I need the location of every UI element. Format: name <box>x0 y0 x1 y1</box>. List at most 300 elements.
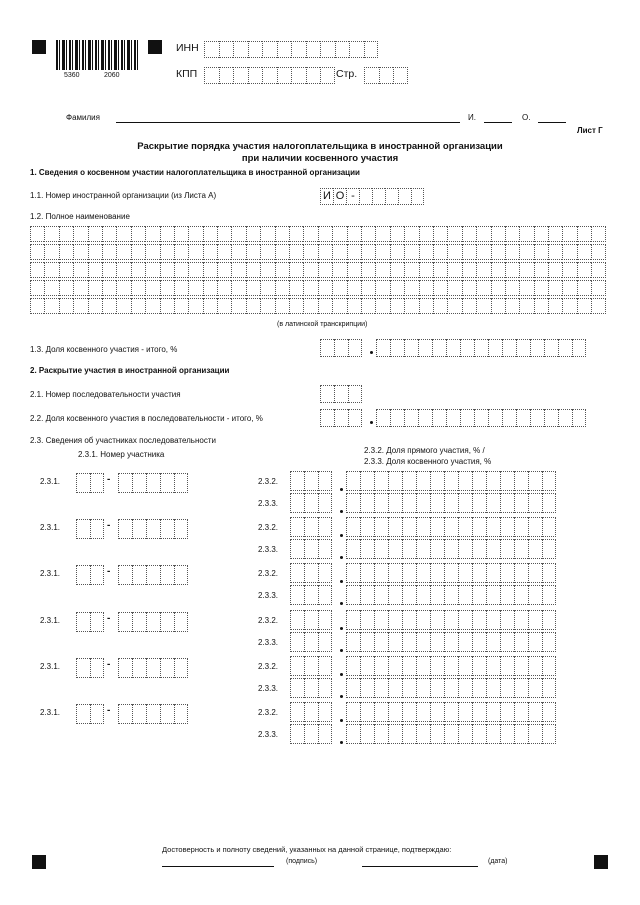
char-cell[interactable] <box>577 280 591 296</box>
char-cell[interactable] <box>562 226 576 242</box>
char-cell[interactable] <box>416 678 430 698</box>
char-cell[interactable] <box>472 493 486 513</box>
char-cell[interactable] <box>486 471 500 491</box>
char-cell[interactable] <box>447 280 461 296</box>
char-cell[interactable] <box>505 298 519 314</box>
char-cell[interactable] <box>519 226 533 242</box>
char-cell[interactable] <box>528 539 542 559</box>
char-cell[interactable] <box>458 563 472 583</box>
char-cell[interactable] <box>174 262 188 278</box>
char-cell[interactable] <box>486 724 500 744</box>
char-cell[interactable] <box>304 610 318 630</box>
direct-share-int[interactable] <box>290 656 332 676</box>
char-cell[interactable] <box>102 280 116 296</box>
char-cell[interactable] <box>334 385 348 403</box>
char-cell[interactable] <box>303 298 317 314</box>
char-cell[interactable] <box>347 226 361 242</box>
char-cell[interactable] <box>320 409 334 427</box>
char-cell[interactable] <box>290 724 304 744</box>
char-cell[interactable] <box>376 339 390 357</box>
char-cell[interactable] <box>476 262 490 278</box>
indirect-share-int[interactable] <box>290 539 332 559</box>
char-cell[interactable] <box>160 473 174 493</box>
char-cell[interactable] <box>472 702 486 722</box>
char-cell[interactable] <box>388 702 402 722</box>
char-cell[interactable] <box>472 585 486 605</box>
char-cell[interactable] <box>347 280 361 296</box>
char-cell[interactable] <box>88 280 102 296</box>
char-cell[interactable] <box>146 704 160 724</box>
char-cell[interactable] <box>346 702 360 722</box>
char-cell[interactable] <box>528 702 542 722</box>
char-cell[interactable] <box>160 704 174 724</box>
char-cell[interactable] <box>360 585 374 605</box>
char-cell[interactable] <box>458 493 472 513</box>
char-cell[interactable] <box>430 471 444 491</box>
char-cell[interactable] <box>488 409 502 427</box>
char-cell[interactable] <box>290 702 304 722</box>
char-cell[interactable] <box>262 67 277 84</box>
participant-number-part1[interactable] <box>76 704 104 724</box>
char-cell[interactable] <box>346 610 360 630</box>
char-cell[interactable] <box>444 724 458 744</box>
participant-number-part2[interactable] <box>118 473 188 493</box>
char-cell[interactable] <box>360 493 374 513</box>
char-cell[interactable] <box>388 471 402 491</box>
char-cell[interactable] <box>349 41 364 58</box>
char-cell[interactable] <box>404 298 418 314</box>
char-cell[interactable] <box>502 339 516 357</box>
char-cell[interactable] <box>528 724 542 744</box>
char-cell[interactable] <box>577 226 591 242</box>
char-cell[interactable] <box>289 262 303 278</box>
char-cell[interactable] <box>462 244 476 260</box>
char-cell[interactable] <box>500 702 514 722</box>
char-cell[interactable] <box>118 612 132 632</box>
char-cell[interactable]: - <box>346 188 359 205</box>
char-cell[interactable] <box>275 280 289 296</box>
char-cell[interactable] <box>416 493 430 513</box>
char-cell[interactable] <box>231 244 245 260</box>
char-cell[interactable] <box>290 471 304 491</box>
char-cell[interactable] <box>542 610 556 630</box>
char-cell[interactable] <box>346 678 360 698</box>
char-cell[interactable] <box>402 610 416 630</box>
char-cell[interactable] <box>360 702 374 722</box>
char-cell[interactable] <box>318 632 332 652</box>
char-cell[interactable] <box>275 298 289 314</box>
direct-share-int[interactable] <box>290 563 332 583</box>
char-cell[interactable] <box>364 67 379 84</box>
char-cell[interactable] <box>444 632 458 652</box>
participant-number-part1[interactable] <box>76 658 104 678</box>
char-cell[interactable] <box>472 539 486 559</box>
char-cell[interactable] <box>374 585 388 605</box>
char-cell[interactable] <box>505 226 519 242</box>
char-cell[interactable] <box>204 67 219 84</box>
char-cell[interactable] <box>419 244 433 260</box>
char-cell[interactable] <box>472 471 486 491</box>
char-cell[interactable] <box>160 280 174 296</box>
char-cell[interactable] <box>534 226 548 242</box>
full-name-row[interactable] <box>30 262 606 278</box>
char-cell[interactable] <box>558 339 572 357</box>
char-cell[interactable] <box>500 610 514 630</box>
char-cell[interactable] <box>416 610 430 630</box>
char-cell[interactable] <box>462 280 476 296</box>
char-cell[interactable] <box>160 612 174 632</box>
char-cell[interactable] <box>419 262 433 278</box>
inn-field[interactable] <box>204 41 378 58</box>
char-cell[interactable] <box>388 539 402 559</box>
char-cell[interactable] <box>360 563 374 583</box>
char-cell[interactable] <box>291 67 306 84</box>
char-cell[interactable] <box>260 298 274 314</box>
char-cell[interactable] <box>486 610 500 630</box>
char-cell[interactable] <box>348 385 362 403</box>
char-cell[interactable] <box>500 656 514 676</box>
char-cell[interactable] <box>374 610 388 630</box>
char-cell[interactable] <box>528 563 542 583</box>
char-cell[interactable] <box>260 280 274 296</box>
char-cell[interactable] <box>303 244 317 260</box>
char-cell[interactable] <box>416 656 430 676</box>
char-cell[interactable] <box>374 517 388 537</box>
participant-number-part2[interactable] <box>118 519 188 539</box>
char-cell[interactable] <box>500 471 514 491</box>
full-name-row[interactable] <box>30 244 606 260</box>
char-cell[interactable] <box>248 67 263 84</box>
char-cell[interactable] <box>447 226 461 242</box>
char-cell[interactable] <box>90 519 104 539</box>
char-cell[interactable] <box>444 493 458 513</box>
char-cell[interactable] <box>174 244 188 260</box>
char-cell[interactable] <box>375 298 389 314</box>
char-cell[interactable] <box>346 656 360 676</box>
direct-share-frac[interactable] <box>346 563 556 583</box>
char-cell[interactable] <box>416 563 430 583</box>
char-cell[interactable] <box>528 517 542 537</box>
char-cell[interactable] <box>514 471 528 491</box>
direct-share-int[interactable] <box>290 702 332 722</box>
char-cell[interactable] <box>404 262 418 278</box>
char-cell[interactable] <box>203 244 217 260</box>
char-cell[interactable] <box>447 298 461 314</box>
char-cell[interactable] <box>542 585 556 605</box>
char-cell[interactable] <box>462 262 476 278</box>
char-cell[interactable] <box>516 409 530 427</box>
char-cell[interactable] <box>444 585 458 605</box>
char-cell[interactable] <box>360 724 374 744</box>
char-cell[interactable] <box>102 262 116 278</box>
char-cell[interactable] <box>277 41 292 58</box>
char-cell[interactable] <box>260 262 274 278</box>
char-cell[interactable] <box>544 339 558 357</box>
char-cell[interactable] <box>219 67 234 84</box>
char-cell[interactable] <box>528 493 542 513</box>
char-cell[interactable] <box>444 563 458 583</box>
char-cell[interactable] <box>304 471 318 491</box>
char-cell[interactable] <box>231 280 245 296</box>
char-cell[interactable] <box>519 262 533 278</box>
char-cell[interactable] <box>500 678 514 698</box>
char-cell[interactable] <box>472 656 486 676</box>
char-cell[interactable] <box>486 493 500 513</box>
char-cell[interactable] <box>430 702 444 722</box>
char-cell[interactable] <box>444 471 458 491</box>
char-cell[interactable] <box>348 339 362 357</box>
char-cell[interactable] <box>374 678 388 698</box>
char-cell[interactable] <box>433 280 447 296</box>
char-cell[interactable] <box>433 298 447 314</box>
char-cell[interactable] <box>402 539 416 559</box>
char-cell[interactable] <box>360 610 374 630</box>
char-cell[interactable] <box>534 244 548 260</box>
char-cell[interactable] <box>388 632 402 652</box>
char-cell[interactable] <box>102 244 116 260</box>
char-cell[interactable] <box>59 298 73 314</box>
initial-o-field[interactable] <box>538 122 566 123</box>
char-cell[interactable] <box>416 724 430 744</box>
char-cell[interactable] <box>542 724 556 744</box>
char-cell[interactable] <box>318 702 332 722</box>
char-cell[interactable] <box>231 262 245 278</box>
char-cell[interactable] <box>231 226 245 242</box>
char-cell[interactable] <box>486 656 500 676</box>
char-cell[interactable] <box>332 280 346 296</box>
direct-share-frac[interactable] <box>346 517 556 537</box>
participant-number-part1[interactable] <box>76 519 104 539</box>
char-cell[interactable] <box>188 298 202 314</box>
char-cell[interactable] <box>390 280 404 296</box>
char-cell[interactable] <box>346 493 360 513</box>
char-cell[interactable] <box>304 517 318 537</box>
char-cell[interactable] <box>76 612 90 632</box>
char-cell[interactable] <box>361 280 375 296</box>
char-cell[interactable] <box>514 656 528 676</box>
char-cell[interactable] <box>419 298 433 314</box>
char-cell[interactable] <box>318 517 332 537</box>
char-cell[interactable] <box>486 632 500 652</box>
char-cell[interactable] <box>444 517 458 537</box>
char-cell[interactable] <box>542 702 556 722</box>
kpp-field[interactable] <box>204 67 335 84</box>
char-cell[interactable] <box>59 262 73 278</box>
char-cell[interactable] <box>290 517 304 537</box>
char-cell[interactable] <box>430 656 444 676</box>
char-cell[interactable] <box>318 298 332 314</box>
char-cell[interactable] <box>118 519 132 539</box>
char-cell[interactable] <box>203 280 217 296</box>
direct-share-int[interactable] <box>290 517 332 537</box>
char-cell[interactable] <box>374 632 388 652</box>
char-cell[interactable] <box>88 226 102 242</box>
char-cell[interactable] <box>430 585 444 605</box>
char-cell[interactable] <box>375 226 389 242</box>
char-cell[interactable] <box>174 612 188 632</box>
char-cell[interactable] <box>332 262 346 278</box>
participant-number-part1[interactable] <box>76 473 104 493</box>
char-cell[interactable] <box>73 262 87 278</box>
char-cell[interactable] <box>416 585 430 605</box>
char-cell[interactable] <box>388 610 402 630</box>
char-cell[interactable] <box>458 632 472 652</box>
char-cell[interactable] <box>562 298 576 314</box>
char-cell[interactable] <box>418 409 432 427</box>
signature-field[interactable] <box>162 866 274 867</box>
char-cell[interactable] <box>174 704 188 724</box>
char-cell[interactable] <box>217 244 231 260</box>
char-cell[interactable] <box>404 226 418 242</box>
char-cell[interactable] <box>528 585 542 605</box>
char-cell[interactable] <box>458 539 472 559</box>
char-cell[interactable] <box>402 471 416 491</box>
char-cell[interactable] <box>375 244 389 260</box>
char-cell[interactable] <box>131 226 145 242</box>
char-cell[interactable] <box>458 585 472 605</box>
char-cell[interactable] <box>516 339 530 357</box>
char-cell[interactable] <box>335 41 350 58</box>
char-cell[interactable] <box>430 632 444 652</box>
char-cell[interactable] <box>217 280 231 296</box>
char-cell[interactable] <box>374 702 388 722</box>
char-cell[interactable] <box>476 226 490 242</box>
char-cell[interactable] <box>474 339 488 357</box>
char-cell[interactable] <box>505 262 519 278</box>
char-cell[interactable] <box>374 471 388 491</box>
char-cell[interactable] <box>118 704 132 724</box>
char-cell[interactable] <box>460 339 474 357</box>
char-cell[interactable] <box>116 280 130 296</box>
char-cell[interactable] <box>44 244 58 260</box>
indirect-share-frac[interactable] <box>346 724 556 744</box>
char-cell[interactable] <box>90 612 104 632</box>
char-cell[interactable] <box>318 280 332 296</box>
char-cell[interactable] <box>76 704 90 724</box>
char-cell[interactable] <box>375 280 389 296</box>
char-cell[interactable] <box>488 339 502 357</box>
char-cell[interactable] <box>76 658 90 678</box>
direct-share-frac[interactable] <box>346 656 556 676</box>
char-cell[interactable] <box>500 585 514 605</box>
char-cell[interactable] <box>472 632 486 652</box>
char-cell[interactable] <box>361 262 375 278</box>
char-cell[interactable] <box>542 632 556 652</box>
char-cell[interactable] <box>528 656 542 676</box>
indirect-share-int[interactable] <box>290 678 332 698</box>
page-number-field[interactable] <box>364 67 408 84</box>
char-cell[interactable] <box>388 585 402 605</box>
char-cell[interactable] <box>390 339 404 357</box>
char-cell[interactable] <box>217 226 231 242</box>
char-cell[interactable] <box>514 539 528 559</box>
char-cell[interactable] <box>146 519 160 539</box>
char-cell[interactable] <box>528 610 542 630</box>
indirect-share-frac[interactable] <box>346 678 556 698</box>
char-cell[interactable] <box>262 41 277 58</box>
char-cell[interactable] <box>231 298 245 314</box>
char-cell[interactable] <box>419 226 433 242</box>
char-cell[interactable] <box>361 226 375 242</box>
char-cell[interactable] <box>348 409 362 427</box>
initial-i-field[interactable] <box>484 122 512 123</box>
char-cell[interactable] <box>472 724 486 744</box>
char-cell[interactable] <box>530 409 544 427</box>
participant-number-part1[interactable] <box>76 565 104 585</box>
char-cell[interactable] <box>514 632 528 652</box>
full-name-row[interactable] <box>30 298 606 314</box>
participant-number-part1[interactable] <box>76 612 104 632</box>
char-cell[interactable] <box>59 226 73 242</box>
char-cell[interactable] <box>73 244 87 260</box>
char-cell[interactable] <box>346 563 360 583</box>
char-cell[interactable] <box>332 244 346 260</box>
char-cell[interactable] <box>246 244 260 260</box>
char-cell[interactable] <box>59 244 73 260</box>
char-cell[interactable] <box>174 280 188 296</box>
char-cell[interactable] <box>458 656 472 676</box>
char-cell[interactable] <box>404 339 418 357</box>
char-cell[interactable] <box>500 632 514 652</box>
full-name-row[interactable] <box>30 226 606 242</box>
char-cell[interactable] <box>318 226 332 242</box>
char-cell[interactable] <box>534 298 548 314</box>
char-cell[interactable] <box>174 658 188 678</box>
char-cell[interactable] <box>188 244 202 260</box>
char-cell[interactable] <box>542 493 556 513</box>
char-cell[interactable] <box>44 262 58 278</box>
char-cell[interactable] <box>444 656 458 676</box>
char-cell[interactable] <box>318 656 332 676</box>
indirect-share-int[interactable] <box>290 493 332 513</box>
char-cell[interactable] <box>542 471 556 491</box>
char-cell[interactable] <box>577 298 591 314</box>
char-cell[interactable] <box>376 409 390 427</box>
char-cell[interactable] <box>304 656 318 676</box>
char-cell[interactable] <box>347 262 361 278</box>
char-cell[interactable] <box>542 678 556 698</box>
char-cell[interactable] <box>132 565 146 585</box>
char-cell[interactable] <box>204 41 219 58</box>
char-cell[interactable] <box>306 41 321 58</box>
char-cell[interactable] <box>304 678 318 698</box>
char-cell[interactable] <box>444 702 458 722</box>
char-cell[interactable] <box>73 298 87 314</box>
char-cell[interactable] <box>145 298 159 314</box>
char-cell[interactable] <box>388 517 402 537</box>
char-cell[interactable] <box>548 262 562 278</box>
char-cell[interactable] <box>500 493 514 513</box>
char-cell[interactable] <box>374 493 388 513</box>
char-cell[interactable] <box>346 632 360 652</box>
char-cell[interactable] <box>290 563 304 583</box>
char-cell[interactable] <box>446 409 460 427</box>
char-cell[interactable] <box>188 226 202 242</box>
char-cell[interactable] <box>76 473 90 493</box>
direct-share-frac[interactable] <box>346 610 556 630</box>
sequence-number-field[interactable] <box>320 385 362 403</box>
char-cell[interactable] <box>304 539 318 559</box>
char-cell[interactable] <box>346 724 360 744</box>
char-cell[interactable] <box>548 280 562 296</box>
char-cell[interactable] <box>514 678 528 698</box>
char-cell[interactable] <box>374 539 388 559</box>
char-cell[interactable] <box>500 539 514 559</box>
char-cell[interactable] <box>591 280 605 296</box>
char-cell[interactable] <box>385 188 398 205</box>
indirect-share-int[interactable] <box>290 632 332 652</box>
direct-share-int[interactable] <box>290 610 332 630</box>
